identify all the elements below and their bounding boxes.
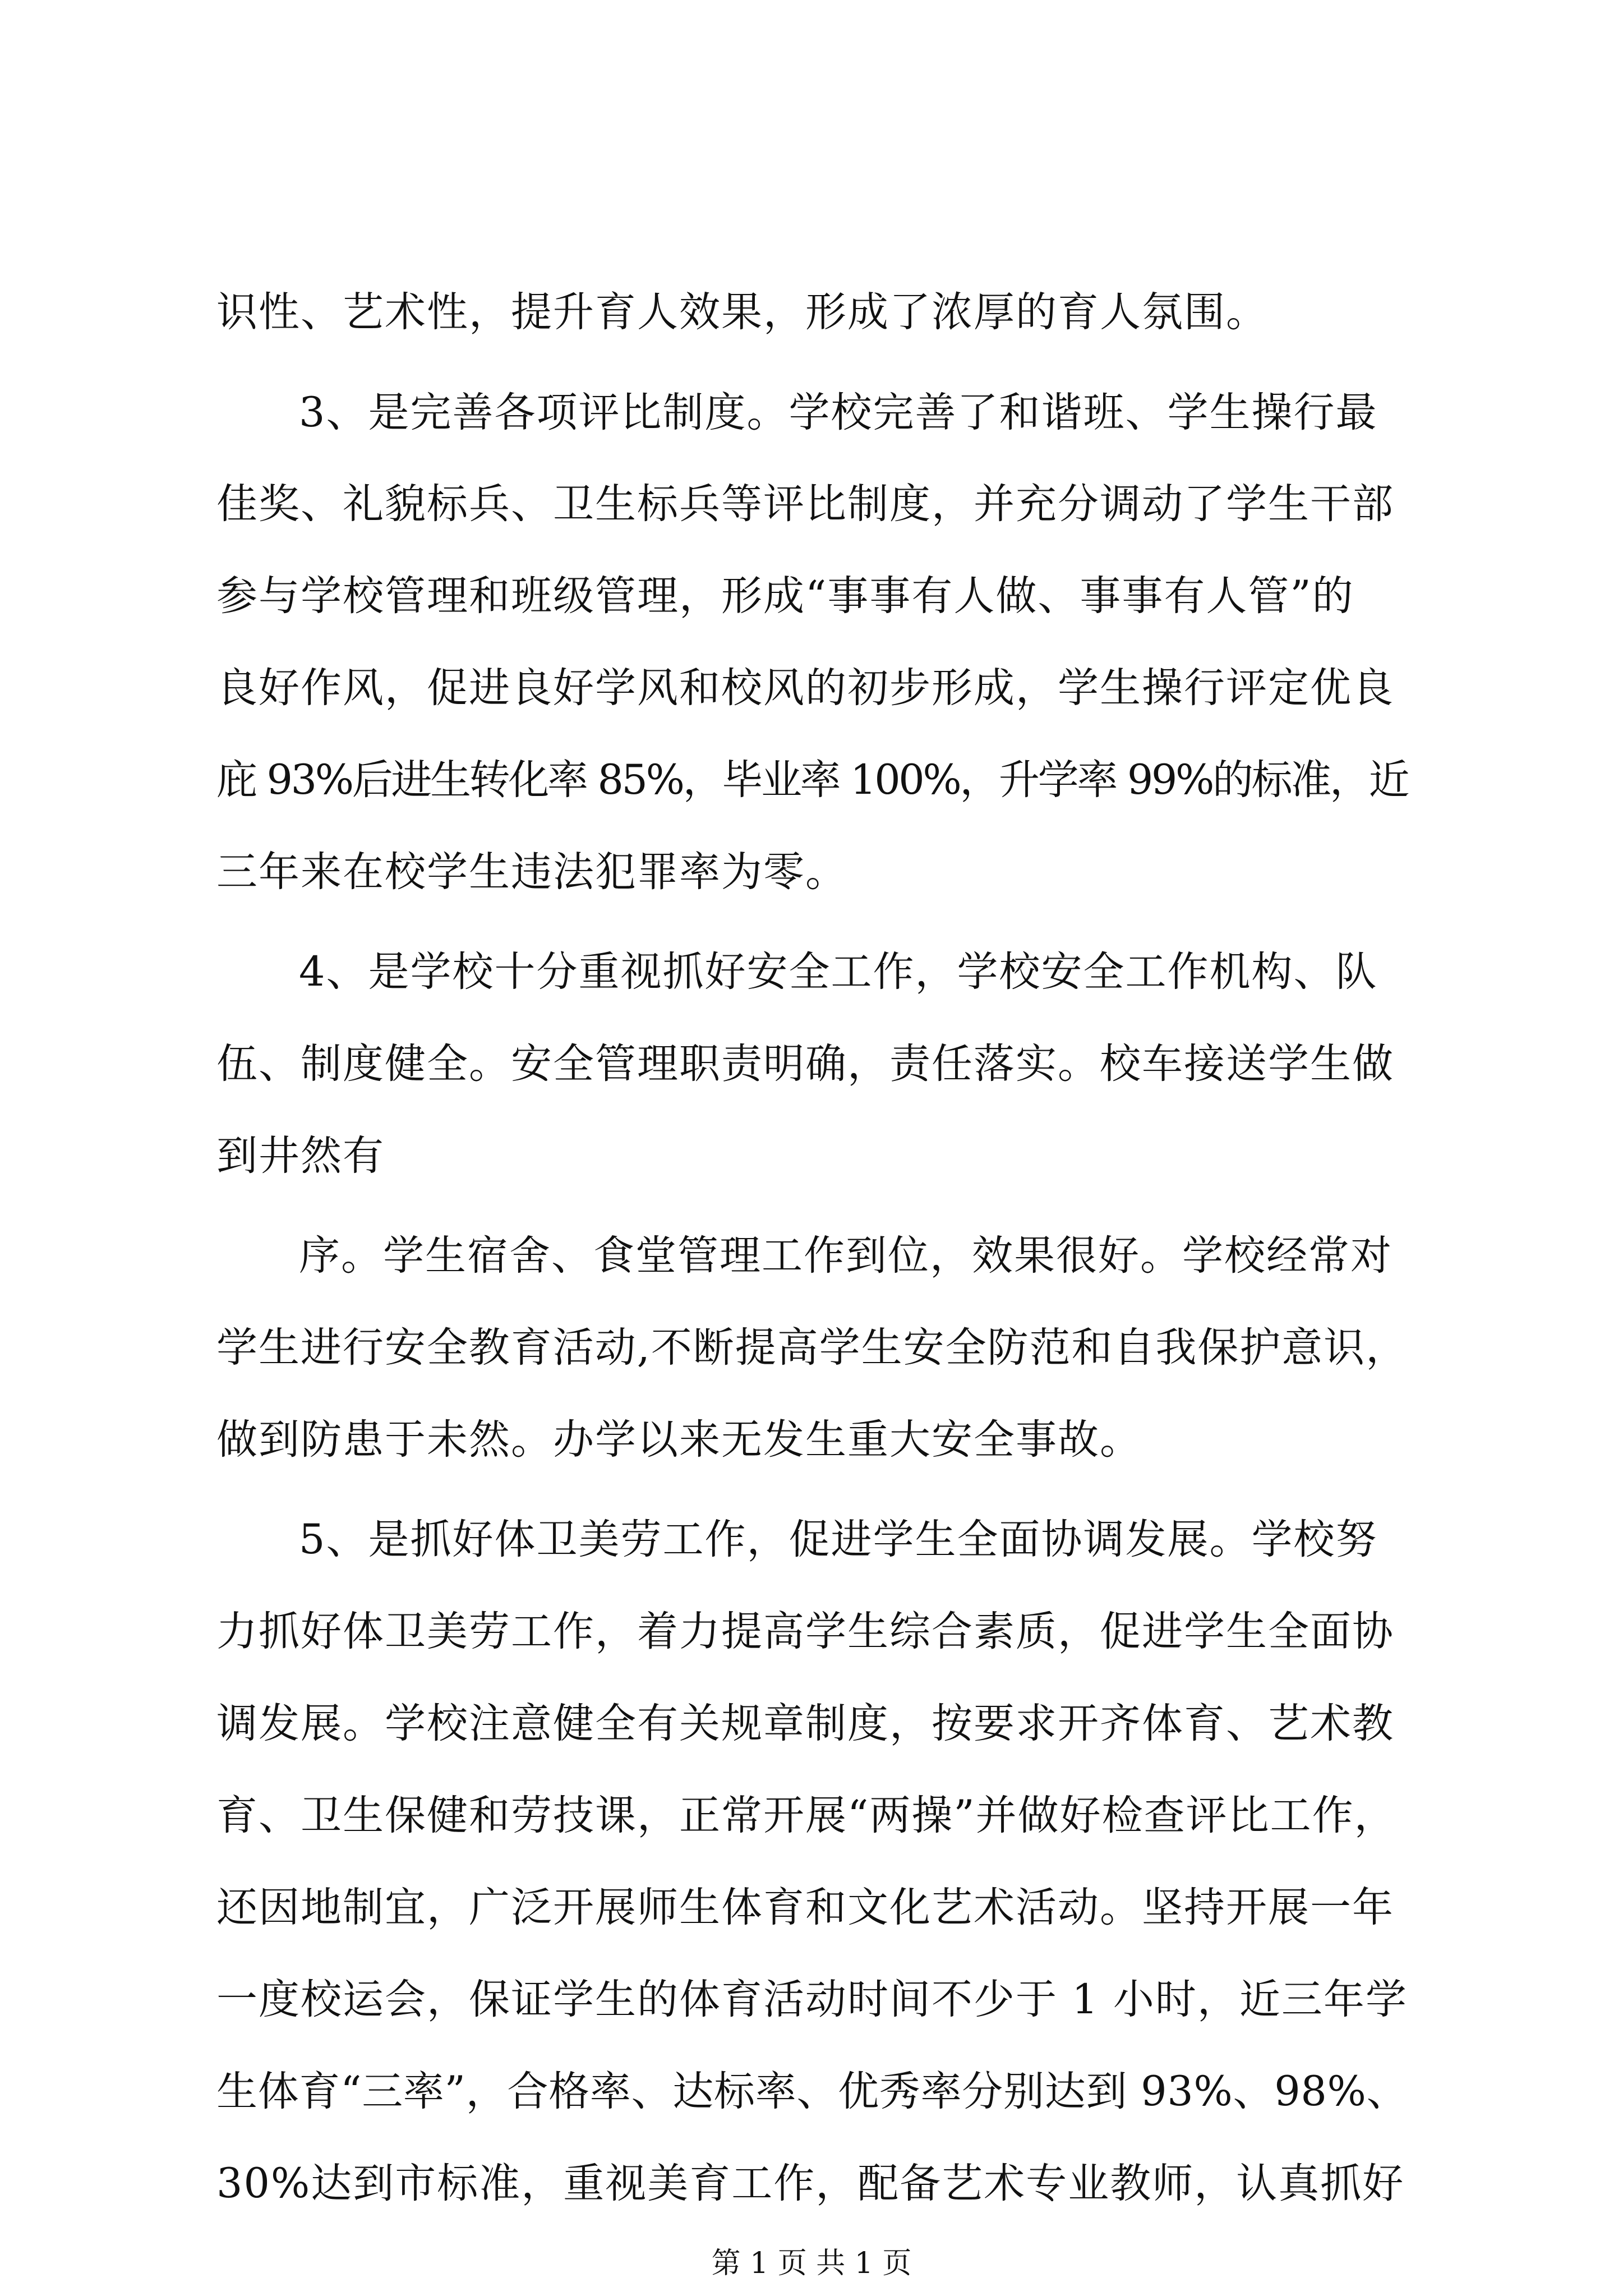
page-footer: 第 1 页 共 1 页 <box>711 2247 912 2280</box>
text-line: 4、是学校十分重视抓好安全工作，学校安全工作机构、队 <box>299 948 1378 996</box>
text-line: 调发展。学校注意健全有关规章制度，按要求开齐体育、艺术教 <box>216 1700 1394 1747</box>
text-line: 生体育“三率”，合格率、达标率、优秀率分别达到 93%、98%、 <box>216 2068 1408 2115</box>
text-line: 到井然有 <box>216 1132 385 1180</box>
text-line: 一度校运会，保证学生的体育活动时间不少于 1 小时，近三年学 <box>216 1976 1408 2023</box>
text-line: 三年来在校学生违法犯罪率为零。 <box>216 848 847 896</box>
text-line: 还因地制宜，广泛开展师生体育和文化艺术活动。坚持开展一年 <box>216 1884 1394 1931</box>
text-line: 学生进行安全教育活动,不断提高学生安全防范和自我保护意识， <box>216 1324 1408 1372</box>
text-line: 育、卫生保健和劳技课，正常开展“两操”并做好检查评比工作， <box>216 1792 1396 1839</box>
text-line: 参与学校管理和班级管理，形成“事事有人做、事事有人管”的 <box>216 572 1354 620</box>
text-line: 力抓好体卫美劳工作，着力提高学生综合素质，促进学生全面协 <box>216 1608 1394 1655</box>
text-line: 庇 93%后进生转化率 85%，毕业率 100%，升学率 99%的标准，近 <box>216 756 1408 804</box>
text-line: 3、是完善各项评比制度。学校完善了和谐班、学生操行最 <box>299 389 1378 436</box>
text-line: 佳奖、礼貌标兵、卫生标兵等评比制度，并充分调动了学生干部 <box>216 480 1394 528</box>
text-line: 识性、艺术性，提升育人效果，形成了浓厚的育人氛围。 <box>216 288 1268 336</box>
text-line: 伍、制度健全。安全管理职责明确，责任落实。校车接送学生做 <box>216 1040 1394 1088</box>
text-line: 良好作风，促进良好学风和校风的初步形成，学生操行评定优良 <box>216 664 1394 712</box>
text-line: 5、是抓好体卫美劳工作，促进学生全面协调发展。学校努 <box>299 1516 1378 1563</box>
text-line: 序。学生宿舍、食堂管理工作到位，效果很好。学校经常对 <box>299 1232 1393 1280</box>
text-line: 30%达到市标准，重视美育工作，配备艺术专业教师，认真抓好 <box>216 2160 1405 2207</box>
text-line: 做到防患于未然。办学以来无发生重大安全事故。 <box>216 1416 1142 1464</box>
